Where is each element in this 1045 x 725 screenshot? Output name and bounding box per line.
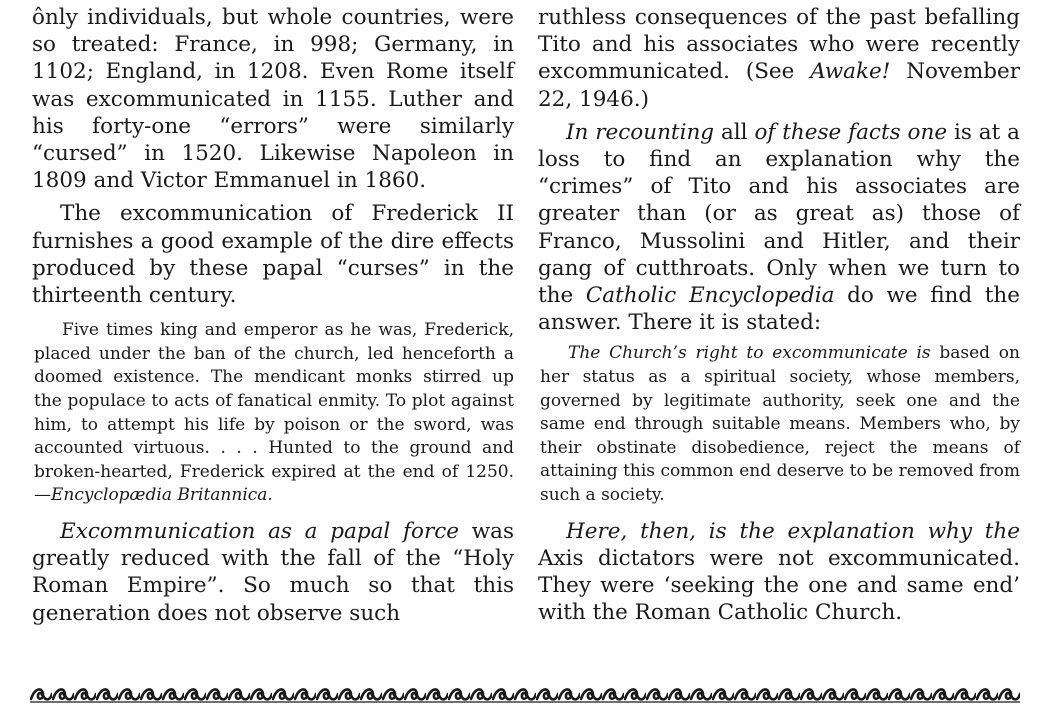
- right-paragraph-1-text: ruthless consequences of the past befalling Tito and his associates who were recently excommunicated. (See: [538, 5, 1020, 85]
- right-paragraph-3-text: Axis dictators were not excommunicated. They were ‘seeking the one and same end’ with the Roman Catholic Church.: [538, 545, 1020, 626]
- quote-text: Five times king and emperor as he was, Frederick, placed under the ban of the church, led henceforth a doomed existence. The mendicant monks stirred up the populace to acts of fanatical enmity. To plot against him, to attempt his life by poison or the sword, was accounted virtuous. . . . Hunted to the ground and broken-hearted, Frederick expired at the end of 1250.—: [34, 320, 514, 506]
- right-paragraph-2-text-b: is at a loss to find an explanation why the “crimes” of Tito and his associates are greater than (or as great as) those of Franco, Mussolini and Hitler, and their gang of cutthroats. Only when we turn to the: [538, 119, 1020, 309]
- right-quote-italic: The Church’s right to excommunicate is: [568, 343, 931, 364]
- right-paragraph-2-text-a: all: [714, 119, 755, 145]
- left-block-quote: [34, 319, 514, 508]
- left-paragraph-3: [32, 518, 514, 627]
- right-quote-text: based on her status as a spiritual society, whose members, governed by legitimate authority, seek one and the same end through suitable means. Members who, by their obstinate disobedience, reject the means of attaining this common end deserve to be removed from such a society.: [540, 343, 1020, 505]
- quote-source: Encyclopædia Britannica.: [51, 485, 273, 506]
- right-column: [538, 4, 1020, 626]
- right-block-quote: [540, 342, 1020, 507]
- left-column: [32, 4, 514, 627]
- right-paragraph-1: [538, 4, 1020, 113]
- right-paragraph-3-italic: Here, then, is the explanation why the: [566, 518, 1020, 544]
- right-paragraph-2-end: do we find the answer. There it is stated:: [538, 283, 1020, 336]
- right-paragraph-2: [538, 119, 1020, 337]
- right-paragraph-2-italic-b: of these facts one: [754, 119, 948, 145]
- right-paragraph-3: [538, 518, 1020, 627]
- left-paragraph-3-text: was greatly reduced with the fall of the “Holy Roman Empire”. So much so that this generation does not observe such: [32, 518, 514, 626]
- left-paragraph-2: The excommunication of Frederick II furnishes a good example of the dire effects produced by these papal “curses” in the thirteenth century.: [32, 201, 514, 309]
- decorative-border-ornament: [30, 681, 1020, 707]
- right-paragraph-2-italic-a: In recounting: [566, 119, 715, 145]
- left-paragraph-3-italic: Excommunication as a papal force: [60, 518, 459, 544]
- left-paragraph-1: ônly individuals, but whole countries, were so treated: France, in 998; Germany, in 1102; England, in 1208. Even Rome itself was excommunicated in 1155. Luther and his forty-one “errors” were similarly “cursed” in 1520. Likewise Napoleon in 1809 and Victor Emmanuel in 1860.: [32, 5, 514, 194]
- awake-reference: Awake!: [810, 59, 891, 85]
- catholic-encyclopedia-title: Catholic Encyclopedia: [585, 283, 835, 309]
- right-paragraph-1-end: November 22, 1946.): [538, 59, 1020, 112]
